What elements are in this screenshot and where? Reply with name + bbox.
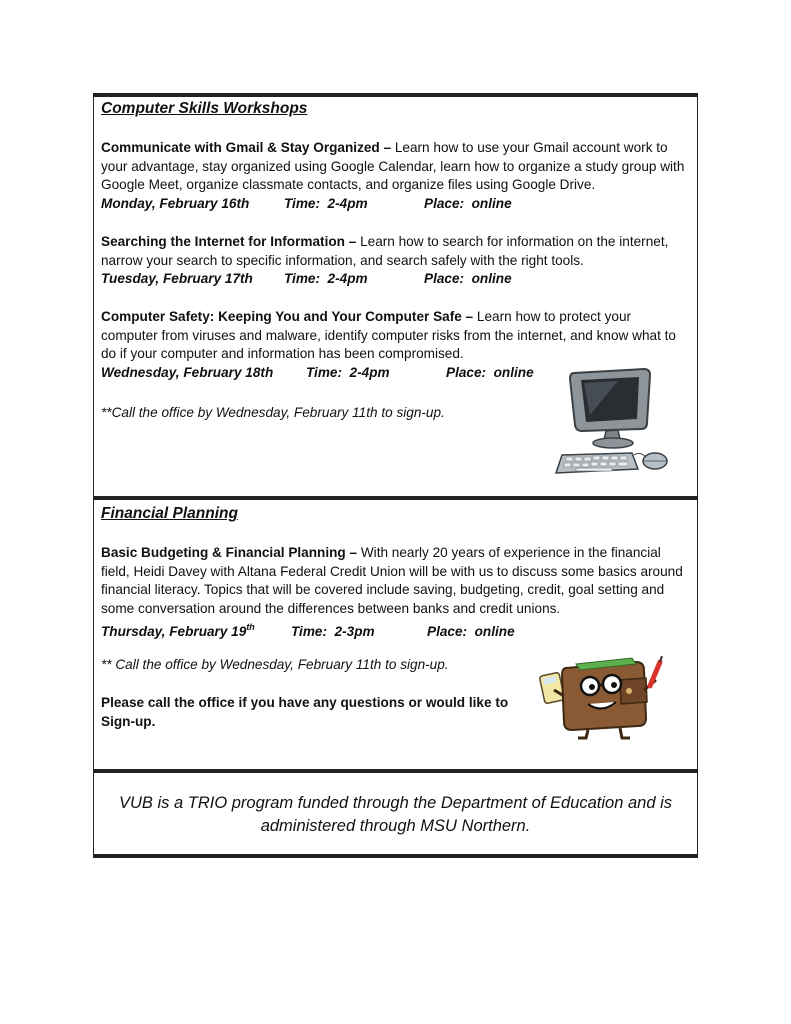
trio-program-footer: VUB is a TRIO program funded through the Department of Education and is administered through MSU Northern. bbox=[118, 794, 673, 835]
workshop-item-safety bbox=[101, 308, 676, 382]
workshop-description: Learn how to protect your computer from viruses and malware, identify computer risks from the internet, and know what to do if your computer and information has been compromised. bbox=[101, 309, 676, 362]
financial-item-budgeting bbox=[101, 544, 686, 642]
section-divider-1 bbox=[93, 496, 698, 500]
workshop-item-gmail bbox=[101, 139, 686, 213]
workshop-date: Monday, February 16th bbox=[101, 195, 250, 211]
financial-date: Thursday, February 19th bbox=[101, 622, 255, 639]
workshop-date: Tuesday, February 17th bbox=[101, 271, 253, 287]
workshop-time: Time: 2-4pm bbox=[284, 195, 368, 211]
workshop-time: Time: 2-4pm bbox=[306, 364, 390, 380]
bottom-rule bbox=[93, 854, 698, 858]
workshop-lead: Computer Safety: Keeping You and Your Computer Safe – bbox=[101, 309, 474, 324]
workshop-item-internet bbox=[101, 233, 686, 289]
wallet-mascot-icon bbox=[536, 650, 671, 742]
top-rule bbox=[93, 93, 698, 97]
financial-place: Place: online bbox=[427, 623, 515, 639]
workshop-lead: Communicate with Gmail & Stay Organized – bbox=[101, 140, 392, 155]
workshop-description: Learn how to search for information on the internet, narrow your search to specific information, and search safely with the right tools. bbox=[101, 234, 669, 268]
workshops-signup-note: **Call the office by Wednesday, February 11th to sign-up. bbox=[101, 405, 445, 420]
workshop-place: Place: online bbox=[424, 195, 512, 211]
financial-time: Time: 2-3pm bbox=[291, 623, 375, 639]
financial-signup-note: ** Call the office by Wednesday, February 11th to sign-up. bbox=[101, 657, 449, 672]
workshop-time: Time: 2-4pm bbox=[284, 271, 368, 287]
workshop-place: Place: online bbox=[424, 271, 512, 287]
financial-lead: Basic Budgeting & Financial Planning – bbox=[101, 545, 358, 560]
section-divider-2 bbox=[93, 769, 698, 773]
computer-illustration-icon bbox=[546, 361, 676, 489]
workshop-lead: Searching the Internet for Information – bbox=[101, 234, 357, 249]
contact-office-note: Please call the office if you have any questions or would like to Sign-up. bbox=[101, 695, 509, 729]
workshop-place: Place: online bbox=[446, 364, 534, 380]
workshops-title: Computer Skills Workshops bbox=[101, 100, 308, 117]
financial-description: With nearly 20 years of experience in the financial field, Heidi Davey with Altana Federal Credit Union will be with us to discuss some basics around financial literacy. Topics that will be covered include saving, budgeting, credit, goal setting and some conversation around the differences between banks and credit unions. bbox=[101, 545, 683, 616]
financial-title: Financial Planning bbox=[101, 505, 238, 522]
workshop-date: Wednesday, February 18th bbox=[101, 364, 274, 380]
workshop-description: Learn how to use your Gmail account work to your advantage, stay organized using Google Calendar, learn how to organize a study group with Google Meet, organize classmate contacts, and organize files using Google Drive. bbox=[101, 140, 685, 193]
